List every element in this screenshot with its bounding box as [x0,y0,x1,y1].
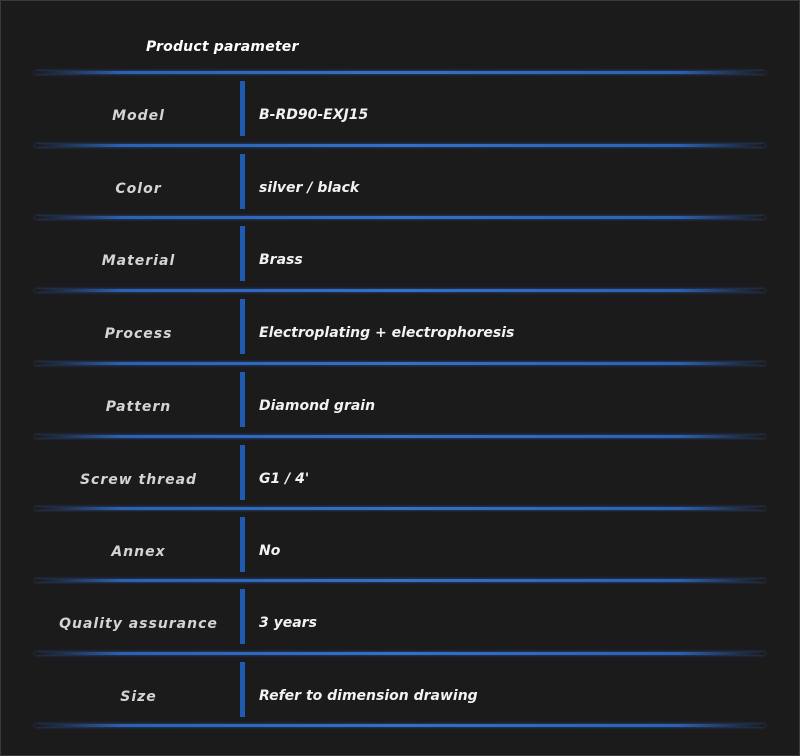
table-row [1,508,800,581]
row-label-process: Process [104,326,173,342]
row-label-screw-thread: Screw thread [79,472,198,488]
row-label-model: Model [112,108,165,124]
row-accent-bar [240,81,245,136]
row-value-size: Refer to dimension drawing [259,688,478,704]
row-accent-bar [240,445,245,500]
table-row [1,580,800,653]
row-accent-bar [240,226,245,281]
row-accent-bar [240,299,245,354]
table-row [1,145,800,218]
page-title: Product parameter [146,39,299,55]
row-label-color: Color [115,181,162,197]
row-label-pattern: Pattern [105,399,172,415]
row-value-screw-thread: G1 / 4' [259,471,310,487]
row-label-material: Material [101,253,176,269]
table-row [1,653,800,726]
table-row [1,363,800,436]
row-value-pattern: Diamond grain [259,398,376,414]
table-row [1,72,800,145]
row-value-annex: No [259,543,281,559]
row-accent-bar [240,517,245,572]
row-accent-bar [240,589,245,644]
row-accent-bar [240,372,245,427]
row-label-annex: Annex [111,544,166,560]
row-value-model: B-RD90-EXJ15 [259,107,369,123]
table-row [1,436,800,509]
row-value-process: Electroplating + electrophoresis [259,325,515,341]
row-value-material: Brass [259,252,303,268]
row-value-quality-assurance: 3 years [259,615,317,631]
separator-line [35,724,765,727]
row-accent-bar [240,154,245,209]
table-row [1,290,800,363]
table-row [1,217,800,290]
row-value-color: silver / black [259,180,360,196]
row-label-quality-assurance: Quality assurance [59,616,218,632]
row-label-size: Size [120,689,157,705]
row-accent-bar [240,662,245,717]
